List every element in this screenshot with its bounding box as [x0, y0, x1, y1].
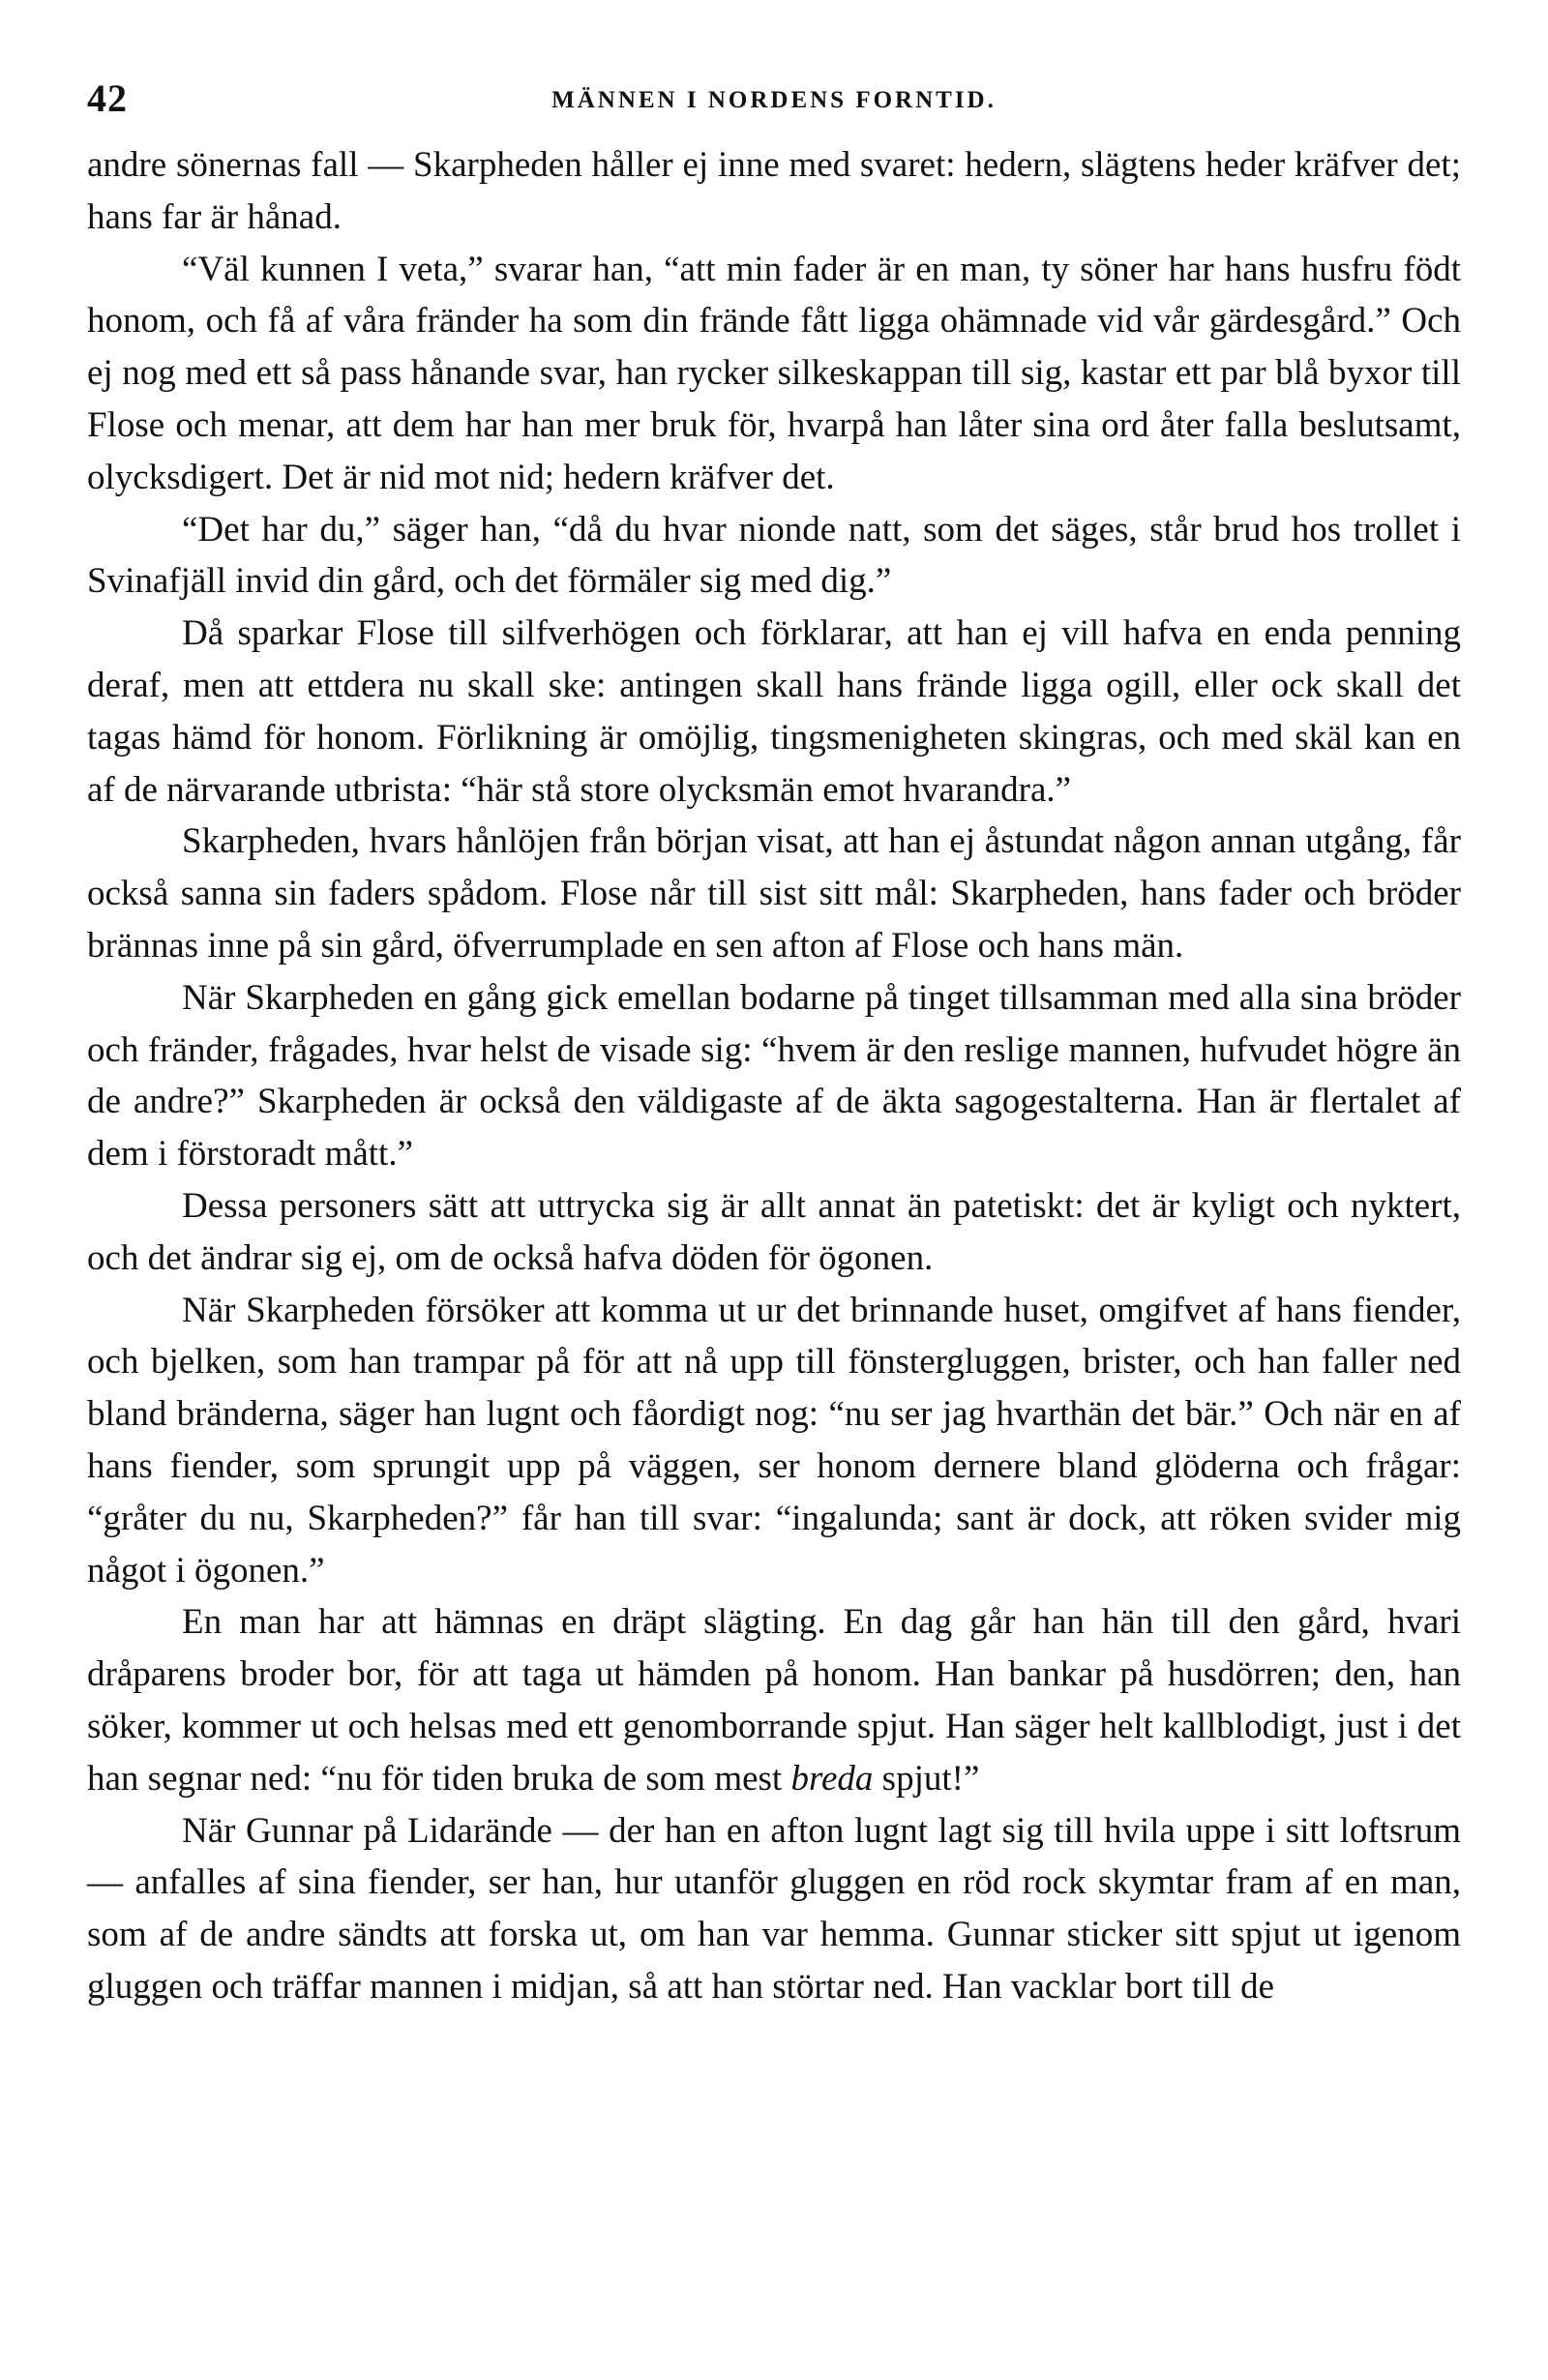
paragraph-7: Dessa personers sätt att uttrycka sig är allt annat än patetiskt: det är kyligt och nyktert, och det ändrar sig ej, om de också hafva döden för ögonen.: [87, 1185, 1461, 1278]
paragraph-9: [87, 1596, 1461, 1804]
paragraph-9-text-after: spjut!”: [873, 1758, 980, 1799]
paragraph-2: “Väl kunnen I veta,” svarar han, “att min fader är en man, ty söner har hans husfru födt honom, och få af våra fränder ha som din frände fått ligga ohämnade vid vår gärdesgård.” Och ej nog med ett så pass hånande svar, han rycker silkeskappan till sig, kastar ett par blå byxor till Flose och menar, att dem har han mer bruk för, hvarpå han låter sina ord åter falla beslutsamt, olycksdigert. Det är nid mot nid; hedern kräfver det.: [87, 249, 1461, 497]
paragraph-3: “Det har du,” säger han, “då du hvar nionde natt, som det säges, står brud hos trollet i Svinafjäll invid din gård, och det förmäler sig med dig.”: [87, 509, 1461, 602]
running-head: [87, 68, 1461, 126]
paragraph-5: Skarpheden, hvars hånlöjen från början visat, att han ej åstundat någon annan utgång, får också sanna sin faders spådom. Flose når till sist sitt mål: Skarpheden, hans fader och bröder brännas inne på sin gård, öfverrumplade en sen afton af Flose och hans män.: [87, 821, 1461, 966]
paragraph-6: När Skarpheden en gång gick emellan bodarne på tinget tillsamman med alla sina bröder och fränder, frågades, hvar helst de visade sig: “hvem är den reslige mannen, hufvudet högre än de andre?” Skarpheden är också den väldigaste af de äkta sagogestalterna. Han är flertalet af dem i förstoradt mått.”: [87, 977, 1461, 1175]
body-text: [87, 139, 1461, 2013]
book-page: [87, 68, 1461, 2013]
paragraph-1: andre sönernas fall — Skarpheden håller ej inne med svaret: hedern, slägtens heder kräfver det; hans far är hånad.: [87, 145, 1461, 237]
paragraph-10: När Gunnar på Lidarände — der han en afton lugnt lagt sig till hvila uppe i sitt loftsrum — anfalles af sina fiender, ser han, hur utanför gluggen en röd rock skymtar fram af en man, som af de andre sändts att forska ut, om han var hemma. Gunnar sticker sitt spjut ut igenom gluggen och träffar mannen i midjan, så att han störtar ned. Han vacklar bort till de: [87, 1810, 1461, 2007]
running-title: MÄNNEN I NORDENS FORNTID.: [551, 87, 997, 113]
paragraph-4: Då sparkar Flose till silfverhögen och förklarar, att han ej vill hafva en enda penning deraf, men att ettdera nu skall ske: antingen skall hans frände ligga ogill, eller ock skall det tagas hämd för honom. Förlikning är omöjlig, tingsmenigheten skingras, och med skäl kan en af de närvarande utbrista: “här stå store olycksmän emot hvarandra.”: [87, 613, 1461, 810]
paragraph-8: När Skarpheden försöker att komma ut ur det brinnande huset, omgifvet af hans fiender, och bjelken, som han trampar på för att nå upp till fönstergluggen, brister, och han faller ned bland bränderna, säger han lugnt och fåordigt nog: “nu ser jag hvarthän det bär.” Och när en af hans fiender, som sprungit upp på väggen, ser honom dernere bland glöderna och frågar: “gråter du nu, Skarpheden?” får han till svar: “ingalunda; sant är dock, att röken svider mig något i ögonen.”: [87, 1290, 1461, 1591]
paragraph-9-text-before: En man har att hämnas en dräpt slägting. En dag går han hän till den gård, hvari dråparens broder bor, för att taga ut hämden på honom. Han bankar på husdörren; den, han söker, kommer ut och helsas med ett genomborrande spjut. Han säger helt kallblodigt, just i det han segnar ned: “nu för tiden bruka de som mest: [87, 1602, 1461, 1799]
emphasized-word: breda: [790, 1758, 874, 1799]
page-number: 42: [87, 76, 128, 120]
